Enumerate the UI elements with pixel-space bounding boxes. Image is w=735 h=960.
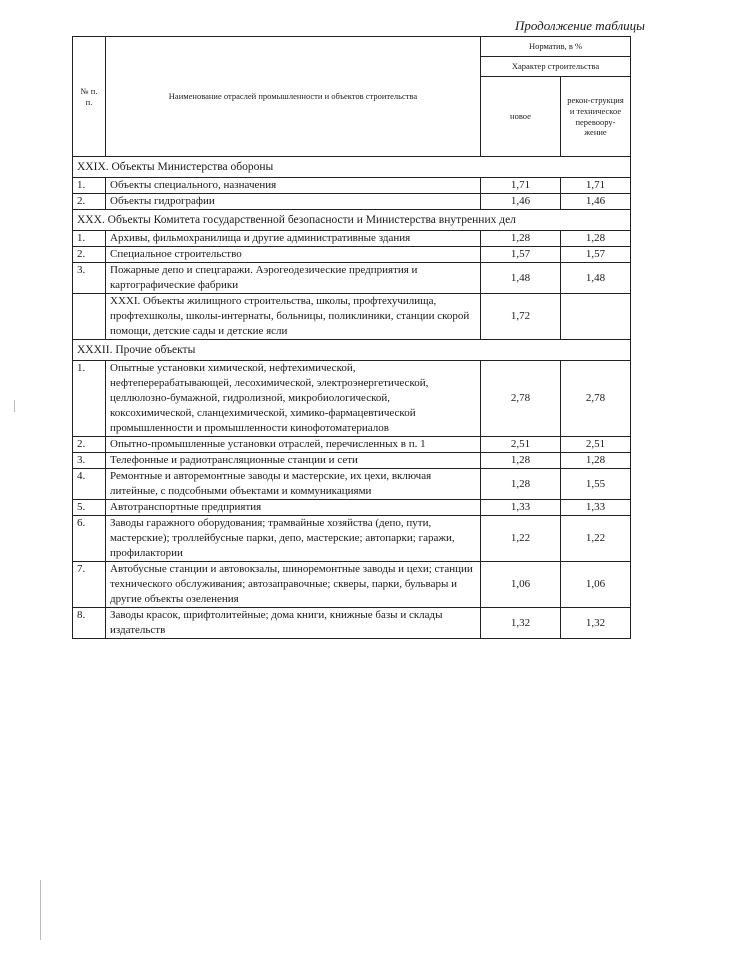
row-number bbox=[73, 294, 106, 340]
row-number: 2. bbox=[73, 437, 106, 453]
header-kind: Характер строительства bbox=[481, 57, 631, 77]
row-value-recon: 1,46 bbox=[561, 194, 631, 210]
row-number: 2. bbox=[73, 194, 106, 210]
row-name: Объекты гидрографии bbox=[106, 194, 481, 210]
table-row bbox=[73, 178, 631, 194]
row-value-recon: 1,33 bbox=[561, 500, 631, 516]
row-name: Объекты специального, назначения bbox=[106, 178, 481, 194]
row-number: 7. bbox=[73, 562, 106, 608]
row-value-new: 1,28 bbox=[481, 469, 561, 500]
row-name: XXXI. Объекты жилищного строительства, школы, профтехучилища, профтехшколы, школы-интернаты, больницы, поликлиники, станции скорой помощи, детские сады и детские ясли bbox=[106, 294, 481, 340]
row-number: 1. bbox=[73, 231, 106, 247]
row-value-recon: 1,06 bbox=[561, 562, 631, 608]
row-number: 6. bbox=[73, 516, 106, 562]
row-value-new: 1,32 bbox=[481, 608, 561, 639]
row-value-new: 1,48 bbox=[481, 263, 561, 294]
header-name: Наименование отраслей промышленности и объектов строительства bbox=[106, 37, 481, 157]
table-row bbox=[73, 562, 631, 608]
row-value-recon: 1,71 bbox=[561, 178, 631, 194]
row-number: 4. bbox=[73, 469, 106, 500]
table-row bbox=[73, 516, 631, 562]
table-row bbox=[73, 453, 631, 469]
row-name: Ремонтные и авторемонтные заводы и мастерские, их цехи, включая литейные, с подсобными объектами и коммуникациями bbox=[106, 469, 481, 500]
row-number: 1. bbox=[73, 361, 106, 437]
row-number: 8. bbox=[73, 608, 106, 639]
row-name: Автобусные станции и автовокзалы, шиноремонтные заводы и цехи; станции технического обслуживания; автозаправочные; скверы, парки, бульвары и другие объекты озеленения bbox=[106, 562, 481, 608]
row-value-new: 1,57 bbox=[481, 247, 561, 263]
row-number: 5. bbox=[73, 500, 106, 516]
row-name: Специальное строительство bbox=[106, 247, 481, 263]
row-value-recon: 1,22 bbox=[561, 516, 631, 562]
norms-table bbox=[72, 36, 631, 639]
table-row bbox=[73, 437, 631, 453]
section-row bbox=[73, 157, 631, 178]
row-value-recon: 1,48 bbox=[561, 263, 631, 294]
table-body bbox=[73, 157, 631, 639]
table-row bbox=[73, 247, 631, 263]
row-value-new: 1,71 bbox=[481, 178, 561, 194]
row-number: 2. bbox=[73, 247, 106, 263]
row-name: Заводы красок, шрифтолитейные; дома книги, книжные базы и склады издательств bbox=[106, 608, 481, 639]
row-value-new: 1,28 bbox=[481, 231, 561, 247]
row-value-new: 1,46 bbox=[481, 194, 561, 210]
table-row bbox=[73, 231, 631, 247]
table-row bbox=[73, 500, 631, 516]
scan-mark bbox=[14, 400, 15, 412]
table-row bbox=[73, 608, 631, 639]
row-value-recon: 1,32 bbox=[561, 608, 631, 639]
table-caption: Продолжение таблицы bbox=[514, 18, 645, 33]
row-value-new: 2,78 bbox=[481, 361, 561, 437]
row-name: Опытные установки химической, нефтехимической, нефтеперерабатывающей, лесохимической, электроэнергетической, целлюлозно-бумажной, гидролизной, микробиологической, коксохимической, сланцехимической, химико-фармацевтической промышленности и промышленности кинофотоматериалов bbox=[106, 361, 481, 437]
section-title: XXX. Объекты Комитета государственной безопасности и Министерства внутренних дел bbox=[73, 210, 631, 231]
row-number: 3. bbox=[73, 263, 106, 294]
header-recon: рекон-струкция и техническое перевоору-жение bbox=[561, 77, 631, 157]
table-row bbox=[73, 469, 631, 500]
header-num: № п. п. bbox=[73, 37, 106, 157]
row-name: Заводы гаражного оборудования; трамвайные хозяйства (депо, пути, мастерские); троллейбусные парки, депо, мастерские; автопарки; гаражи, профилактории bbox=[106, 516, 481, 562]
row-value-recon: 1,28 bbox=[561, 453, 631, 469]
row-name: Опытно-промышленные установки отраслей, перечисленных в п. 1 bbox=[106, 437, 481, 453]
row-value-new: 1,28 bbox=[481, 453, 561, 469]
row-number: 1. bbox=[73, 178, 106, 194]
scan-mark bbox=[40, 880, 41, 940]
row-number: 3. bbox=[73, 453, 106, 469]
row-name: Архивы, фильмохранилища и другие административные здания bbox=[106, 231, 481, 247]
row-value-recon bbox=[561, 294, 631, 340]
row-name: Автотранспортные предприятия bbox=[106, 500, 481, 516]
row-value-new: 2,51 bbox=[481, 437, 561, 453]
section-title: XXXII. Прочие объекты bbox=[73, 340, 631, 361]
row-value-recon: 1,57 bbox=[561, 247, 631, 263]
row-value-recon: 1,55 bbox=[561, 469, 631, 500]
table-row bbox=[73, 294, 631, 340]
row-value-recon: 1,28 bbox=[561, 231, 631, 247]
row-value-new: 1,33 bbox=[481, 500, 561, 516]
section-row bbox=[73, 340, 631, 361]
header-norm: Норматив, в % bbox=[481, 37, 631, 57]
table-row bbox=[73, 263, 631, 294]
row-value-new: 1,72 bbox=[481, 294, 561, 340]
section-row bbox=[73, 210, 631, 231]
row-name: Телефонные и радиотрансляционные станции и сети bbox=[106, 453, 481, 469]
row-name: Пожарные депо и спецгаражи. Аэрогеодезические предприятия и картографические фабрики bbox=[106, 263, 481, 294]
table-row bbox=[73, 194, 631, 210]
section-title: XXIX. Объекты Министерства обороны bbox=[73, 157, 631, 178]
row-value-recon: 2,78 bbox=[561, 361, 631, 437]
header-new: новое bbox=[481, 77, 561, 157]
row-value-new: 1,22 bbox=[481, 516, 561, 562]
table-row bbox=[73, 361, 631, 437]
row-value-recon: 2,51 bbox=[561, 437, 631, 453]
row-value-new: 1,06 bbox=[481, 562, 561, 608]
